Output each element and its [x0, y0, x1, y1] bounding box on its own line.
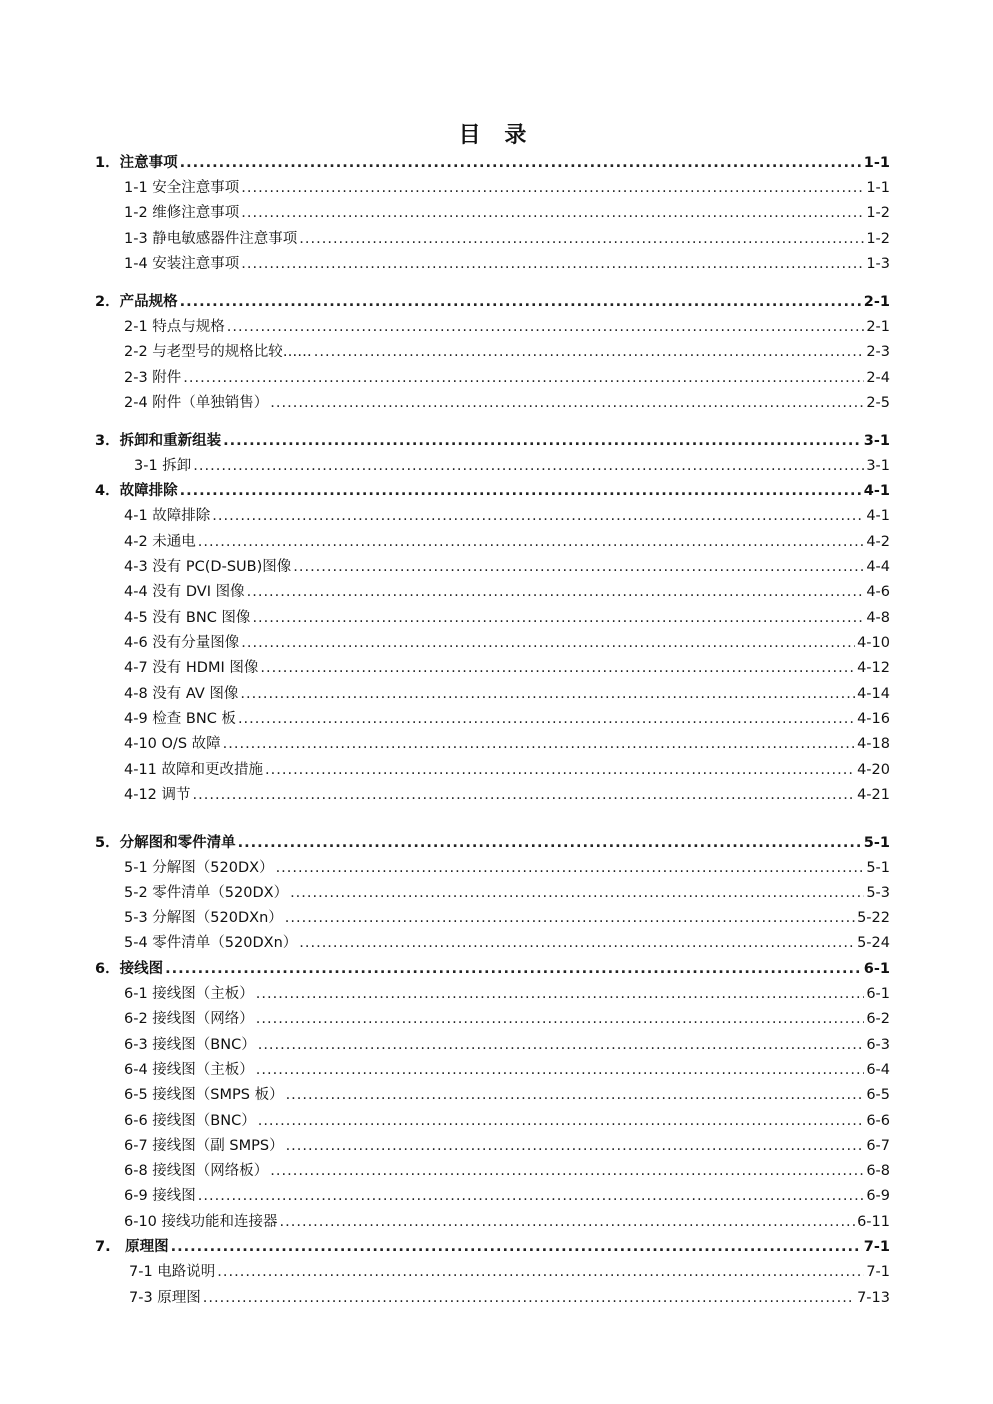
toc-leader-dots: [286, 1138, 865, 1154]
toc-entry-label: 3．拆卸和重新组装: [95, 433, 222, 449]
toc-entry-label: 6-6 接线图（BNC）: [124, 1113, 256, 1129]
toc-section-entry[interactable]: [95, 831, 890, 853]
toc-leader-dots: [258, 1113, 865, 1129]
toc-subsection-entry[interactable]: [124, 201, 890, 223]
toc-subsection-entry[interactable]: [124, 580, 890, 602]
toc-entry-page-number: 7-1: [866, 1264, 890, 1280]
toc-leader-dots: [260, 660, 855, 676]
toc-subsection-entry[interactable]: [124, 783, 890, 805]
toc-subsection-entry[interactable]: [124, 176, 890, 198]
toc-entry-label: 6-2 接线图（网络）: [124, 1011, 254, 1027]
toc-leader-dots: [258, 1037, 865, 1053]
toc-section-entry[interactable]: [95, 290, 890, 312]
toc-leader-dots: [165, 961, 862, 977]
toc-entry-label: 4-9 检查 BNC 板: [124, 711, 236, 727]
toc-leader-dots: [198, 534, 865, 550]
toc-entry-label: 5．分解图和零件清单: [95, 835, 236, 851]
toc-entry-label: 4-10 O/S 故障: [124, 736, 221, 752]
toc-entry-label: 1．注意事项: [95, 155, 178, 171]
toc-leader-dots: [285, 910, 855, 926]
toc-entry-page-number: 6-1: [866, 986, 890, 1002]
toc-subsection-entry[interactable]: [124, 504, 890, 526]
toc-subsection-entry[interactable]: [124, 530, 890, 552]
toc-leader-dots: [238, 835, 862, 851]
toc-subsection-entry[interactable]: [124, 366, 890, 388]
toc-entry-page-number: 4-1: [866, 508, 890, 524]
toc-entry-page-number: 7-13: [857, 1290, 890, 1306]
toc-entry-label: 6-3 接线图（BNC）: [124, 1037, 256, 1053]
toc-leader-dots: [171, 1239, 862, 1255]
toc-entry-label: 4-1 故障排除: [124, 508, 211, 524]
toc-leader-dots: [256, 986, 865, 1002]
toc-leader-dots: [241, 635, 855, 651]
toc-subsection-entry[interactable]: [124, 1134, 890, 1156]
toc-leader-dots: [240, 686, 855, 702]
toc-leader-dots: [293, 559, 864, 575]
toc-entry-label: 6-9 接线图: [124, 1188, 196, 1204]
toc-leader-dots: [256, 1011, 865, 1027]
toc-entry-page-number: 1-3: [866, 256, 890, 272]
toc-entry-label: 2-3 附件: [124, 370, 182, 386]
toc-entry-label: 7. 原理图: [95, 1239, 169, 1255]
toc-section-entry[interactable]: [95, 1235, 890, 1257]
toc-subsection-entry[interactable]: [124, 315, 890, 337]
toc-section-entry[interactable]: [95, 479, 890, 501]
toc-leader-dots: [270, 1163, 864, 1179]
toc-leader-dots: [198, 1188, 865, 1204]
toc-entry-page-number: 3-1: [866, 458, 890, 474]
toc-entry-label: 6-1 接线图（主板）: [124, 986, 254, 1002]
toc-subsection-entry[interactable]: [124, 982, 890, 1004]
toc-entry-label: 7-3 原理图: [129, 1290, 201, 1306]
toc-leader-dots: [193, 458, 864, 474]
toc-section-entry[interactable]: [95, 429, 890, 451]
toc-entry-page-number: 1-1: [863, 155, 890, 171]
toc-subsection-entry[interactable]: [124, 881, 890, 903]
toc-subsection-entry[interactable]: [124, 656, 890, 678]
toc-entry-page-number: 4-2: [866, 534, 890, 550]
toc-entry-page-number: 6-8: [866, 1163, 890, 1179]
toc-entry-page-number: 4-10: [857, 635, 890, 651]
toc-subsection-entry[interactable]: [124, 707, 890, 729]
toc-entry-page-number: 2-4: [866, 370, 890, 386]
toc-leader-dots: [223, 736, 855, 752]
toc-entry-label: 4-12 调节: [124, 787, 191, 803]
toc-entry-page-number: 1-1: [866, 180, 890, 196]
toc-entry-page-number: 1-2: [866, 205, 890, 221]
toc-entry-label: 5-2 零件清单（520DX）: [124, 885, 289, 901]
toc-entry-label: 5-4 零件清单（520DXn）: [124, 935, 298, 951]
toc-entry-label: 3-1 拆卸: [134, 458, 192, 474]
toc-leader-dots: [252, 610, 864, 626]
toc-entry-label: 2-2 与老型号的规格比较……: [124, 344, 312, 360]
toc-leader-dots: [280, 1214, 856, 1230]
toc-leader-dots: [238, 711, 855, 727]
toc-subsection-entry[interactable]: [124, 391, 890, 413]
toc-entry-page-number: 6-2: [866, 1011, 890, 1027]
toc-subsection-entry[interactable]: [129, 1286, 890, 1308]
toc-entry-label: 4-11 故障和更改措施: [124, 762, 264, 778]
toc-entry-page-number: 6-7: [866, 1138, 890, 1154]
toc-entry-label: 5-3 分解图（520DXn）: [124, 910, 283, 926]
toc-subsection-entry[interactable]: [124, 856, 890, 878]
toc-entry-label: 4-3 没有 PC(D-SUB)图像: [124, 559, 292, 575]
toc-subsection-entry[interactable]: [124, 252, 890, 274]
toc-subsection-entry[interactable]: [124, 1159, 890, 1181]
toc-entry-page-number: 1-2: [866, 231, 890, 247]
toc-entry-label: 4-7 没有 HDMI 图像: [124, 660, 259, 676]
toc-subsection-entry[interactable]: [124, 631, 890, 653]
toc-entry-page-number: 6-1: [863, 961, 890, 977]
page-title: 目 录: [458, 123, 535, 148]
toc-subsection-entry[interactable]: [124, 1109, 890, 1131]
toc-section-entry[interactable]: [95, 151, 890, 173]
toc-entry-page-number: 4-16: [857, 711, 890, 727]
toc-entry-page-number: 2-3: [866, 344, 890, 360]
toc-entry-page-number: 7-1: [863, 1239, 890, 1255]
toc-entry-label: 6-5 接线图（SMPS 板）: [124, 1087, 284, 1103]
toc-leader-dots: [180, 155, 862, 171]
toc-entry-label: 1-3 静电敏感器件注意事项: [124, 231, 298, 247]
toc-subsection-entry[interactable]: [124, 906, 890, 928]
toc-leader-dots: [203, 1290, 855, 1306]
toc-subsection-entry[interactable]: [129, 1260, 890, 1282]
toc-entry-page-number: 4-14: [857, 686, 890, 702]
toc-entry-label: 1-2 维修注意事项: [124, 205, 240, 221]
toc-leader-dots: [270, 395, 864, 411]
toc-subsection-entry[interactable]: [124, 732, 890, 754]
toc-entry-page-number: 6-11: [857, 1214, 890, 1230]
toc-subsection-entry[interactable]: [124, 1058, 890, 1080]
toc-subsection-entry[interactable]: [124, 1007, 890, 1029]
toc-entry-page-number: 5-1: [863, 835, 890, 851]
toc-entry-label: 2-1 特点与规格: [124, 319, 225, 335]
toc-entry-label: 4．故障排除: [95, 483, 178, 499]
toc-entry-page-number: 2-1: [863, 294, 890, 310]
toc-leader-dots: [290, 885, 864, 901]
toc-leader-dots: [241, 205, 864, 221]
toc-leader-dots: [247, 584, 865, 600]
toc-entry-page-number: 6-6: [866, 1113, 890, 1129]
toc-entry-page-number: 6-4: [866, 1062, 890, 1078]
toc-leader-dots: [299, 935, 855, 951]
toc-leader-dots: [223, 433, 862, 449]
toc-leader-dots: [286, 1087, 865, 1103]
toc-entry-page-number: 4-8: [866, 610, 890, 626]
toc-subsection-entry[interactable]: [134, 454, 890, 476]
toc-leader-dots: [180, 483, 862, 499]
toc-entry-page-number: 2-1: [866, 319, 890, 335]
toc-leader-dots: [183, 370, 864, 386]
toc-entry-page-number: 5-22: [857, 910, 890, 926]
toc-entry-label: 6-10 接线功能和连接器: [124, 1214, 278, 1230]
toc-subsection-entry[interactable]: [124, 1184, 890, 1206]
toc-leader-dots: [193, 787, 856, 803]
toc-entry-label: 6-7 接线图（副 SMPS）: [124, 1138, 284, 1154]
toc-subsection-entry[interactable]: [124, 227, 890, 249]
toc-entry-page-number: 4-12: [857, 660, 890, 676]
toc-entry-page-number: 2-5: [866, 395, 890, 411]
toc-subsection-entry[interactable]: [124, 682, 890, 704]
toc-subsection-entry[interactable]: [124, 1210, 890, 1232]
toc-entry-label: 2．产品规格: [95, 294, 178, 310]
toc-entry-page-number: 4-20: [857, 762, 890, 778]
toc-subsection-entry[interactable]: [124, 555, 890, 577]
toc-entry-page-number: 4-1: [863, 483, 890, 499]
toc-entry-page-number: 3-1: [863, 433, 890, 449]
toc-entry-label: 7-1 电路说明: [129, 1264, 216, 1280]
toc-entry-page-number: 6-9: [866, 1188, 890, 1204]
toc-entry-page-number: 5-24: [857, 935, 890, 951]
toc-subsection-entry[interactable]: [124, 931, 890, 953]
toc-entry-page-number: 4-4: [866, 559, 890, 575]
toc-leader-dots: [265, 762, 855, 778]
toc-entry-label: 1-4 安装注意事项: [124, 256, 240, 272]
toc-entry-label: 4-5 没有 BNC 图像: [124, 610, 251, 626]
toc-entry-label: 2-4 附件（单独销售）: [124, 395, 269, 411]
toc-entry-label: 4-4 没有 DVI 图像: [124, 584, 245, 600]
toc-subsection-entry[interactable]: [124, 606, 890, 628]
toc-entry-page-number: 5-3: [866, 885, 890, 901]
toc-entry-label: 4-8 没有 AV 图像: [124, 686, 239, 702]
toc-section-entry[interactable]: [95, 957, 890, 979]
toc-entry-label: 6-8 接线图（网络板）: [124, 1163, 269, 1179]
toc-entry-page-number: 6-3: [866, 1037, 890, 1053]
toc-leader-dots: [256, 1062, 865, 1078]
toc-leader-dots: [217, 1264, 864, 1280]
toc-entry-page-number: 4-6: [866, 584, 890, 600]
toc-leader-dots: [276, 860, 865, 876]
toc-entry-page-number: 4-18: [857, 736, 890, 752]
toc-subsection-entry[interactable]: [124, 340, 890, 362]
toc-entry-label: 6．接线图: [95, 961, 164, 977]
toc-leader-dots: [314, 344, 865, 360]
toc-entry-page-number: 5-1: [866, 860, 890, 876]
toc-entry-label: 1-1 安全注意事项: [124, 180, 240, 196]
toc-entry-label: 5-1 分解图（520DX）: [124, 860, 274, 876]
toc-entry-label: 6-4 接线图（主板）: [124, 1062, 254, 1078]
toc-subsection-entry[interactable]: [124, 1083, 890, 1105]
toc-leader-dots: [299, 231, 864, 247]
toc-leader-dots: [241, 180, 864, 196]
toc-subsection-entry[interactable]: [124, 1033, 890, 1055]
toc-leader-dots: [227, 319, 865, 335]
toc-entry-page-number: 4-21: [857, 787, 890, 803]
toc-leader-dots: [180, 294, 862, 310]
toc-leader-dots: [212, 508, 864, 524]
toc-leader-dots: [241, 256, 864, 272]
toc-entry-label: 4-2 未通电: [124, 534, 196, 550]
toc-subsection-entry[interactable]: [124, 758, 890, 780]
toc-entry-label: 4-6 没有分量图像: [124, 635, 240, 651]
toc-entry-page-number: 6-5: [866, 1087, 890, 1103]
